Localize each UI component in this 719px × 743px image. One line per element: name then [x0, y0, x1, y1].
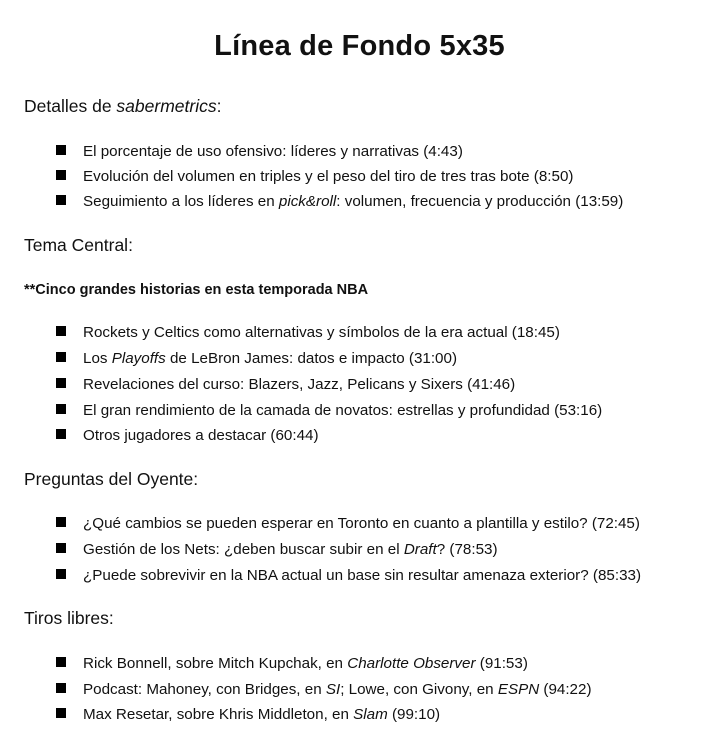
- list-item: ¿Puede sobrevivir en la NBA actual un base sin resultar amenaza exterior? (85:33): [56, 566, 641, 586]
- bullet-icon: [56, 326, 66, 336]
- list-item: Seguimiento a los líderes en pick&roll: volumen, frecuencia y producción (13:59): [56, 192, 623, 212]
- bullet-icon: [56, 378, 66, 388]
- bullet-icon: [56, 569, 66, 579]
- list-item: Gestión de los Nets: ¿deben buscar subir en el Draft? (78:53): [56, 540, 498, 560]
- list-item: Evolución del volumen en triples y el peso del tiro de tres tras bote (8:50): [56, 167, 573, 187]
- section-heading-tiros-libres: Tiros libres:: [24, 608, 114, 628]
- list-item: ¿Qué cambios se pueden esperar en Toronto en cuanto a plantilla y estilo? (72:45): [56, 514, 640, 534]
- bullet-icon: [56, 657, 66, 667]
- section-subheading: **Cinco grandes historias en esta temporada NBA: [24, 282, 369, 298]
- bullet-icon: [56, 683, 66, 693]
- bullet-icon: [56, 352, 66, 362]
- page-title: Línea de Fondo 5x35: [214, 30, 505, 62]
- list-item: Revelaciones del curso: Blazers, Jazz, Pelicans y Sixers (41:46): [56, 375, 515, 395]
- bullet-icon: [56, 708, 66, 718]
- section-heading-sabermetrics: Detalles de sabermetrics:: [24, 96, 222, 116]
- list-item: Los Playoffs de LeBron James: datos e impacto (31:00): [56, 349, 457, 369]
- list-item: Otros jugadores a destacar (60:44): [56, 426, 319, 446]
- bullet-icon: [56, 195, 66, 205]
- section-heading-tema-central: Tema Central:: [24, 235, 133, 255]
- bullet-icon: [56, 429, 66, 439]
- bullet-icon: [56, 517, 66, 527]
- list-item: Podcast: Mahoney, con Bridges, en SI; Lowe, con Givony, en ESPN (94:22): [56, 680, 592, 700]
- bullet-icon: [56, 145, 66, 155]
- section-heading-preguntas: Preguntas del Oyente:: [24, 469, 199, 489]
- list-item: El gran rendimiento de la camada de novatos: estrellas y profundidad (53:16): [56, 401, 602, 421]
- list-item: El porcentaje de uso ofensivo: líderes y narrativas (4:43): [56, 142, 463, 162]
- bullet-icon: [56, 543, 66, 553]
- list-item: Rick Bonnell, sobre Mitch Kupchak, en Charlotte Observer (91:53): [56, 654, 528, 674]
- list-item: Max Resetar, sobre Khris Middleton, en Slam (99:10): [56, 705, 440, 725]
- list-item: Rockets y Celtics como alternativas y símbolos de la era actual (18:45): [56, 323, 560, 343]
- bullet-icon: [56, 404, 66, 414]
- bullet-icon: [56, 170, 66, 180]
